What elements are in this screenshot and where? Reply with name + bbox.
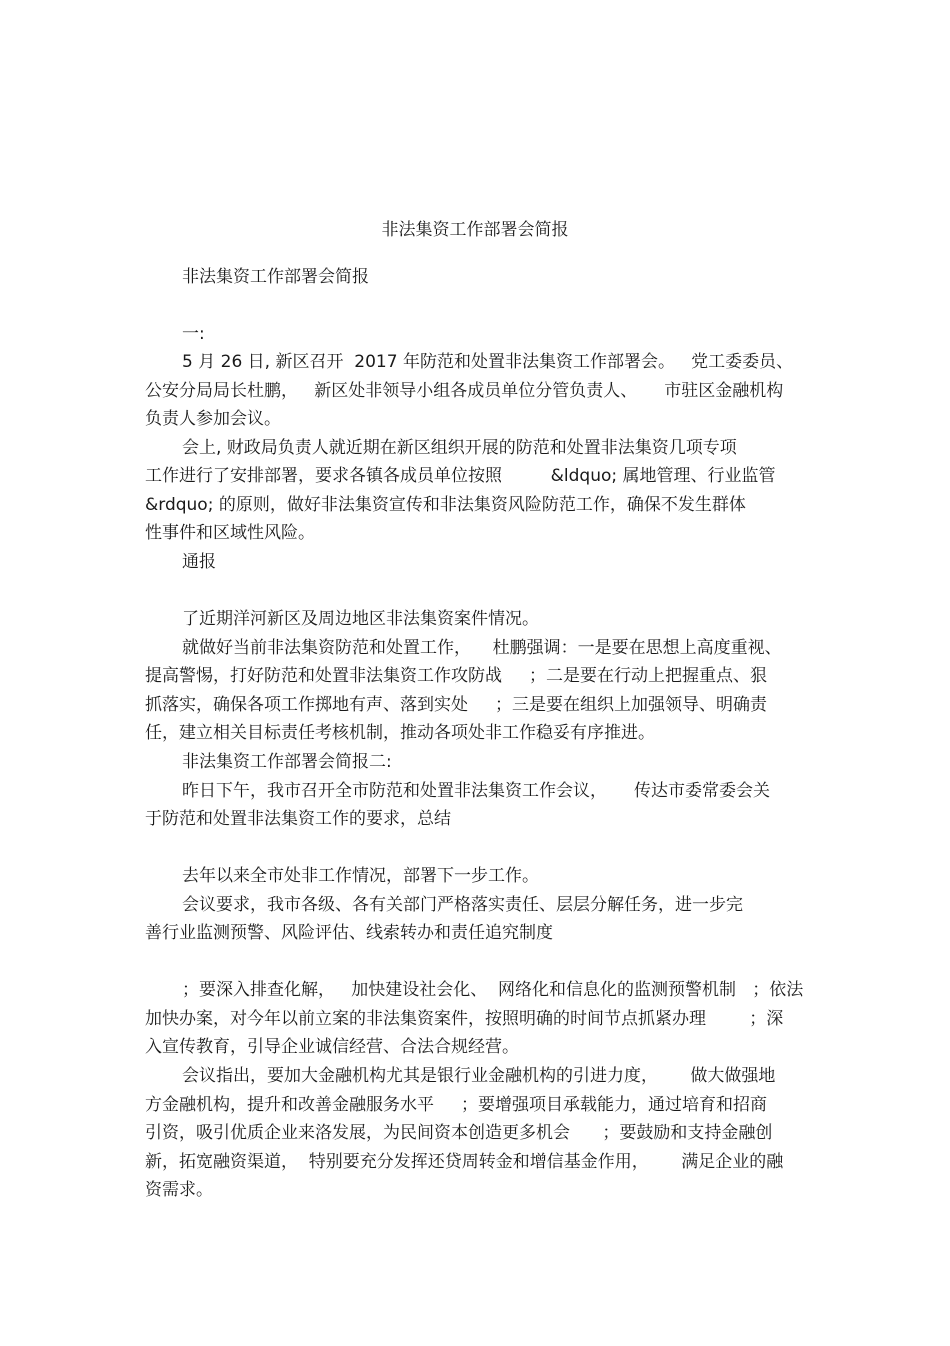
paragraph-line: 了近期洋河新区及周边地区非法集资案件情况。 xyxy=(182,609,539,629)
paragraph-line: 公安分局局长杜鹏， 新区处非领导小组各成员单位分管负责人、 市驻区金融机构 xyxy=(145,381,784,401)
paragraph-line: 引资，吸引优质企业来洛发展，为民间资本创造更多机会 ；要鼓励和支持金融创 xyxy=(145,1123,773,1143)
paragraph-line: 去年以来全市处非工作情况，部署下一步工作。 xyxy=(182,866,539,886)
paragraph-line: 负责人参加会议。 xyxy=(145,409,281,429)
paragraph-line: 加快办案，对今年以前立案的非法集资案件，按照明确的时间节点抓紧办理 ；深 xyxy=(145,1009,784,1029)
paragraph-line: 工作进行了安排部署，要求各镇各成员单位按照 &ldquo; 属地管理、行业监管 xyxy=(145,466,776,486)
paragraph-line: 非法集资工作部署会简报二: xyxy=(182,752,392,772)
paragraph-line: 于防范和处置非法集资工作的要求，总结 xyxy=(145,809,451,829)
paragraph-line: 通报 xyxy=(182,552,216,572)
paragraph-line: &rdquo; 的原则，做好非法集资宣传和非法集资风险防范工作，确保不发生群体 xyxy=(145,495,746,515)
paragraph-line: 善行业监测预警、风险评估、线索转办和责任追究制度 xyxy=(145,923,553,943)
paragraph-line: 任，建立相关目标责任考核机制，推动各项处非工作稳妥有序推进。 xyxy=(145,723,655,743)
paragraph-line: 入宣传教育，引导企业诚信经营、合法合规经营。 xyxy=(145,1037,519,1057)
document-subtitle: 非法集资工作部署会简报 xyxy=(182,267,369,287)
paragraph-line: 会议指出，要加大金融机构尤其是银行业金融机构的引进力度， 做大做强地 xyxy=(182,1066,776,1086)
paragraph-line: 一: xyxy=(182,324,205,344)
paragraph-line: 昨日下午，我市召开全市防范和处置非法集资工作会议， 传达市委常委会关 xyxy=(182,781,771,801)
paragraph-line: 方金融机构，提升和改善金融服务水平 ；要增强项目承载能力，通过培育和招商 xyxy=(145,1095,768,1115)
paragraph-line: 5 月 26 日, 新区召开 2017 年防范和处置非法集资工作部署会。 党工委委员、 xyxy=(182,352,794,372)
paragraph-line: 会议要求，我市各级、各有关部门严格落实责任、层层分解任务，进一步完 xyxy=(182,895,743,915)
paragraph-line: ；要深入排查化解， 加快建设社会化、 网络化和信息化的监测预警机制 ；依法 xyxy=(182,980,804,1000)
paragraph-line: 抓落实，确保各项工作掷地有声、落到实处 ；三是要在组织上加强领导、明确责 xyxy=(145,695,768,715)
paragraph-line: 资需求。 xyxy=(145,1180,213,1200)
paragraph-line: 会上, 财政局负责人就近期在新区组织开展的防范和处置非法集资几项专项 xyxy=(182,438,737,458)
paragraph-line: 提高警惕，打好防范和处置非法集资工作攻防战 ；二是要在行动上把握重点、狠 xyxy=(145,666,768,686)
document-title: 非法集资工作部署会简报 xyxy=(381,220,569,240)
paragraph-line: 就做好当前非法集资防范和处置工作， 杜鹏强调：一是要在思想上高度重视、 xyxy=(182,638,782,658)
paragraph-line: 新，拓宽融资渠道， 特别要充分发挥还贷周转金和增信基金作用， 满足企业的融 xyxy=(145,1152,784,1172)
paragraph-line: 性事件和区域性风险。 xyxy=(145,523,315,543)
